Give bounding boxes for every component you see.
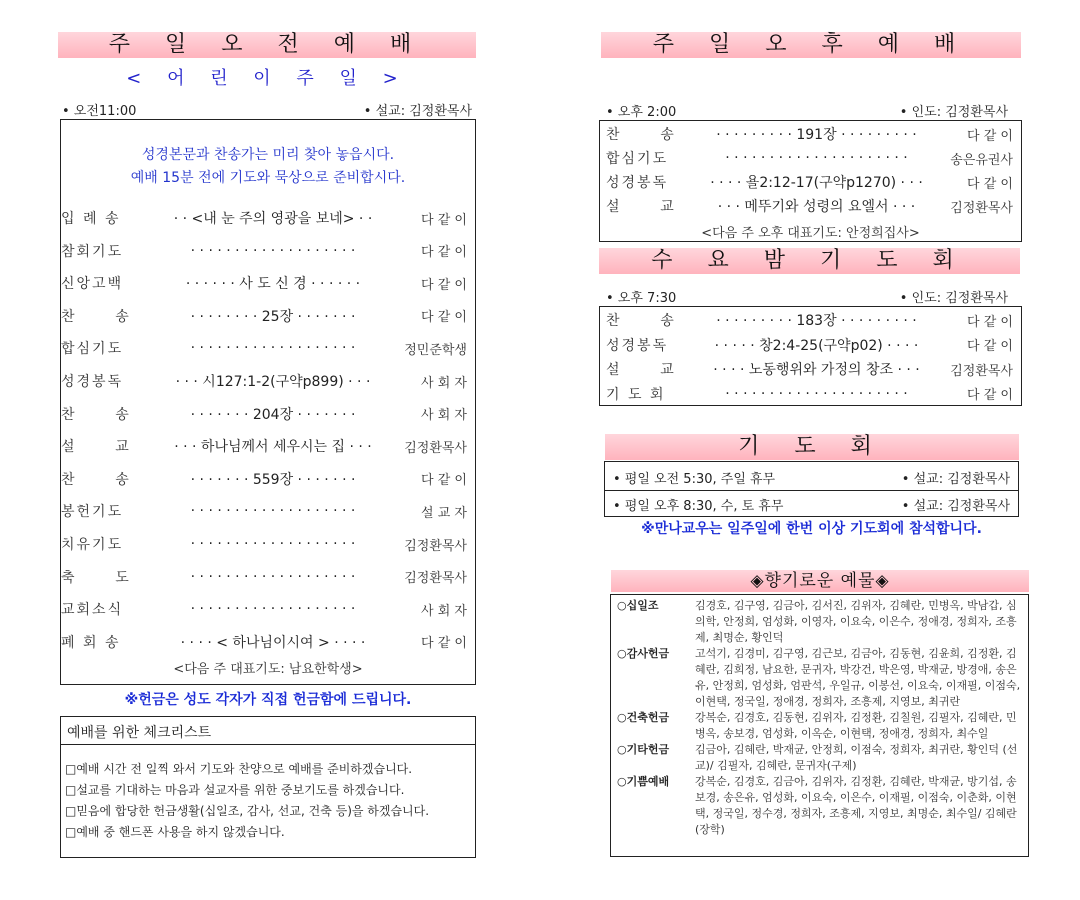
order-item-label: 기 도 회 [606, 386, 666, 403]
offering-category: ○감사헌금 [617, 647, 670, 660]
order-item-content: · · · · · · · 559장 · · · · · · · [190, 471, 356, 488]
morning-meta [62, 100, 472, 119]
order-item-person: 김정환목사 [404, 538, 467, 554]
afternoon-time: • 오후 2:00 [606, 105, 677, 120]
order-item-label: 찬 송 [606, 313, 676, 329]
order-item-content: · · · · · · · · · 183장 · · · · · · · · · [716, 313, 917, 329]
order-item-label: 신앙고백 [61, 276, 124, 293]
checklist-item: □예배 시간 전 일찍 와서 기도와 찬양으로 예배를 준비하겠습니다. [65, 762, 413, 776]
order-item-label: 봉헌기도 [61, 504, 124, 521]
order-item-label: 찬 송 [606, 127, 676, 143]
afternoon-meta [606, 101, 1008, 120]
order-item-person: 다 같 이 [421, 636, 467, 652]
order-row [61, 567, 475, 587]
order-item-content: · · · · · · · 204장 · · · · · · · [190, 406, 356, 423]
checklist-item: □예배 중 핸드폰 사용을 하지 않겠습니다. [65, 825, 285, 839]
order-row [600, 196, 1021, 216]
order-row [61, 338, 475, 358]
order-row [61, 404, 475, 424]
order-item-label: 교회소식 [61, 602, 124, 619]
order-row [600, 384, 1021, 404]
wednesday-time: • 오후 7:30 [606, 291, 677, 306]
order-row [61, 436, 475, 456]
order-row [61, 599, 475, 619]
order-row [61, 501, 475, 521]
prayer-meeting-notice: ※만나교우는 일주일에 한번 이상 기도회에 참석합니다. [641, 521, 982, 537]
order-item-content: · · · 시127:1-2(구약p899) · · · [175, 374, 371, 390]
afternoon-leader: • 인도: 김정환목사 [899, 105, 1008, 120]
order-row [600, 124, 1021, 144]
order-item-content: · · · 메뚜기와 성령의 요엘서 · · · [717, 199, 916, 215]
order-item-person: 김정환목사 [950, 363, 1013, 379]
order-row [600, 310, 1021, 330]
order-item-person: 사 회 자 [421, 408, 467, 424]
order-item-person: 정민준학생 [404, 342, 467, 358]
order-item-label: 찬 송 [61, 308, 131, 325]
order-item-label: 설 교 [606, 199, 676, 215]
order-item-label: 폐 회 송 [61, 634, 121, 651]
morning-intro-line-1: 성경본문과 찬송가는 미리 찾아 놓읍시다. [141, 147, 395, 163]
order-row [600, 335, 1021, 355]
prayer-weekday-morning: • 평일 오전 5:30, 주일 휴무 [613, 472, 776, 487]
order-item-content: · · · · 노동행위와 가정의 창조 · · · [713, 362, 920, 378]
order-item-label: 설 교 [606, 362, 676, 378]
order-item-label: 축 도 [61, 569, 131, 586]
order-item-content: · · · 하나님께서 세우시는 집 · · · [174, 439, 372, 456]
afternoon-order-box [599, 120, 1022, 242]
checklist-item: □설교를 기대하는 마음과 설교자를 위한 중보기도를 하겠습니다. [65, 783, 405, 797]
morning-offering-notice: ※헌금은 성도 각자가 직접 헌금함에 드립니다. [124, 692, 412, 708]
offering-group [617, 710, 1023, 742]
morning-next-prayer: <다음 주 대표기도: 남요한학생> [173, 662, 363, 677]
order-item-label: 성경봉독 [61, 374, 124, 390]
order-item-label: 치유기도 [61, 537, 124, 553]
order-item-content: · · · · · · · · · · · · · · · · · · · [190, 340, 356, 357]
prayer-weekday-evening-preacher: • 설교: 김정환목사 [901, 499, 1010, 514]
morning-order-box [60, 119, 476, 685]
wednesday-order-box [599, 306, 1022, 406]
prayer-weekday-morning-preacher: • 설교: 김정환목사 [901, 472, 1010, 487]
order-item-label: 찬 송 [61, 471, 131, 488]
morning-sermon-by: • 설교: 김정환목사 [363, 104, 472, 119]
morning-intro-line-2: 예배 15분 전에 기도와 묵상으로 준비합시다. [130, 170, 406, 186]
order-item-content: · · · · · · · · · · · · · · · · · · · [190, 536, 356, 552]
order-item-content: · · · · · · · · · · · · · · · · · · · · · [725, 385, 908, 402]
order-item-person: 김정환목사 [404, 571, 467, 587]
worship-checklist [60, 716, 476, 858]
order-item-label: 설 교 [61, 439, 131, 456]
prayer-meeting-box [604, 461, 1019, 517]
offering-category: ○기타헌금 [617, 743, 670, 756]
offerings-title: ◈향기로운 예물◈ [611, 570, 1029, 592]
prayer-weekday-evening: • 평일 오후 8:30, 수, 토 휴무 [613, 499, 784, 514]
morning-service-subtitle: < 어 린 이 주 일 > [126, 68, 408, 89]
order-item-label: 찬 송 [61, 406, 131, 423]
offering-category: ○십일조 [617, 599, 659, 612]
order-item-person: 다 같 이 [967, 176, 1013, 192]
order-row [61, 208, 475, 228]
order-item-person: 다 같 이 [967, 314, 1013, 330]
afternoon-next-prayer: <다음 주 오후 대표기도: 안정희집사> [701, 226, 920, 241]
order-row [600, 359, 1021, 379]
checklist-title: 예배를 위한 체크리스트 [67, 725, 212, 741]
afternoon-service-title: 주 일 오 후 예 배 [601, 32, 1021, 58]
wednesday-prayer-title: 수 요 밤 기 도 회 [599, 248, 1020, 274]
order-item-person: 다 같 이 [421, 245, 467, 261]
order-item-person: 김정환목사 [404, 440, 467, 456]
order-item-content: · · <내 눈 주의 영광을 보네> · · [173, 211, 373, 227]
offering-group [617, 598, 1023, 646]
offering-group [617, 774, 1023, 838]
order-item-person: 다 같 이 [967, 339, 1013, 354]
order-item-person: 사 회 자 [421, 603, 467, 619]
offering-names: 강복순, 김경호, 김금아, 김위자, 김정환, 김혜란, 박재균, 방기섭, 송보경, 송은유, 엄성화, 이요숙, 이은수, 이재필, 이점숙, 이춘화, 이현택, 정국일, 정수경, 정희자, 조흥제, 지영보, 최명순, 최수일/ 김혜란(장학) [695, 775, 1017, 836]
offering-names: 김경호, 김구영, 김금아, 김서진, 김위자, 김혜란, 민병옥, 박남갑, 심의학, 안정희, 엄성화, 이영자, 이요숙, 이은수, 정애경, 정희자, 조흥제, 최명순, 황인덕 [695, 599, 1017, 644]
order-item-content: · · · · · · · · · · · · · · · · · · · · · [725, 150, 908, 166]
order-item-person: 김정환목사 [950, 200, 1013, 216]
morning-time: • 오전11:00 [62, 104, 137, 119]
checklist-item: □믿음에 합당한 헌금생활(십일조, 감사, 선교, 건축 등)을 하겠습니다. [65, 804, 430, 818]
wednesday-meta [606, 287, 1008, 306]
order-item-person: 다 같 이 [421, 277, 467, 293]
offering-group [617, 646, 1023, 710]
order-item-label: 합심기도 [606, 151, 669, 167]
offering-group [617, 742, 1023, 774]
prayer-meeting-title: 기 도 회 [605, 434, 1019, 460]
morning-service-title: 주 일 오 전 예 배 [58, 32, 476, 58]
order-item-content: · · · · · · 사 도 신 경 · · · · · · [185, 276, 361, 293]
order-item-person: 송은유권사 [950, 152, 1013, 168]
wednesday-leader: • 인도: 김정환목사 [899, 291, 1008, 306]
order-item-content: · · · · < 하나님이시여 > · · · · [180, 634, 366, 651]
order-item-content: · · · · · · · · · · · · · · · · · · · [190, 601, 356, 618]
order-item-person: 다 같 이 [967, 128, 1013, 144]
order-item-label: 참회기도 [61, 243, 124, 260]
order-row [61, 632, 475, 652]
order-item-content: · · · · · · · · · · · · · · · · · · · [190, 503, 356, 520]
order-item-person: 사 회 자 [421, 375, 467, 391]
offering-names: 고석기, 김경미, 김구영, 김근보, 김금아, 김동현, 김윤희, 김정환, 김혜란, 김희정, 남요한, 문귀자, 박강건, 박은영, 박재균, 방경애, 송은유, 안정희, 엄성화, 엄판석, 우일규, 이봉선, 이요숙, 이재필, 이점숙, 이현택, 정국일, 정애경, 정희자, 조흥제, 지영보, 최귀란 [695, 647, 1021, 708]
offering-category: ○기쁨예배 [617, 775, 670, 788]
order-item-content: · · · · 욜2:12-17(구약p1270) · · · [710, 175, 923, 191]
order-row [61, 241, 475, 261]
order-item-person: 다 같 이 [421, 212, 467, 228]
order-item-label: 성경봉독 [606, 175, 669, 191]
order-item-label: 합심기도 [61, 341, 124, 358]
order-item-content: · · · · · · · · 25장 · · · · · · · [190, 308, 356, 325]
order-item-content: · · · · · · · · · · · · · · · · · · · [190, 568, 356, 585]
offering-category: ○건축헌금 [617, 711, 670, 724]
order-row [600, 172, 1021, 192]
order-row [61, 371, 475, 391]
order-item-content: · · · · · · · · · · · · · · · · · · · [190, 242, 356, 259]
order-item-label: 성경봉독 [606, 337, 669, 354]
order-row [61, 273, 475, 293]
offering-names: 강복순, 김경호, 김동현, 김위자, 김정환, 김칠원, 김필자, 김혜란, 민병옥, 송보경, 엄성화, 이옥순, 이현택, 정애경, 정희자, 최수일 [695, 711, 1017, 740]
order-row [61, 534, 475, 554]
order-item-person: 다 같 이 [421, 473, 467, 489]
offering-names: 김금아, 김혜란, 박재균, 안정희, 이점숙, 정희자, 최귀란, 황인덕 (선교)/ 김필자, 김혜란, 문귀자(구제) [695, 743, 1018, 772]
order-item-person: 다 같 이 [967, 388, 1013, 403]
order-item-person: 설 교 자 [421, 505, 467, 521]
order-row [61, 306, 475, 326]
offerings-box [610, 594, 1029, 857]
order-item-person: 다 같 이 [421, 310, 467, 326]
order-row [61, 469, 475, 489]
order-item-content: · · · · · 창2:4-25(구약p02) · · · · [714, 337, 919, 354]
order-item-label: 입 례 송 [61, 211, 121, 227]
order-item-content: · · · · · · · · · 191장 · · · · · · · · · [716, 127, 917, 143]
order-row [600, 148, 1021, 168]
